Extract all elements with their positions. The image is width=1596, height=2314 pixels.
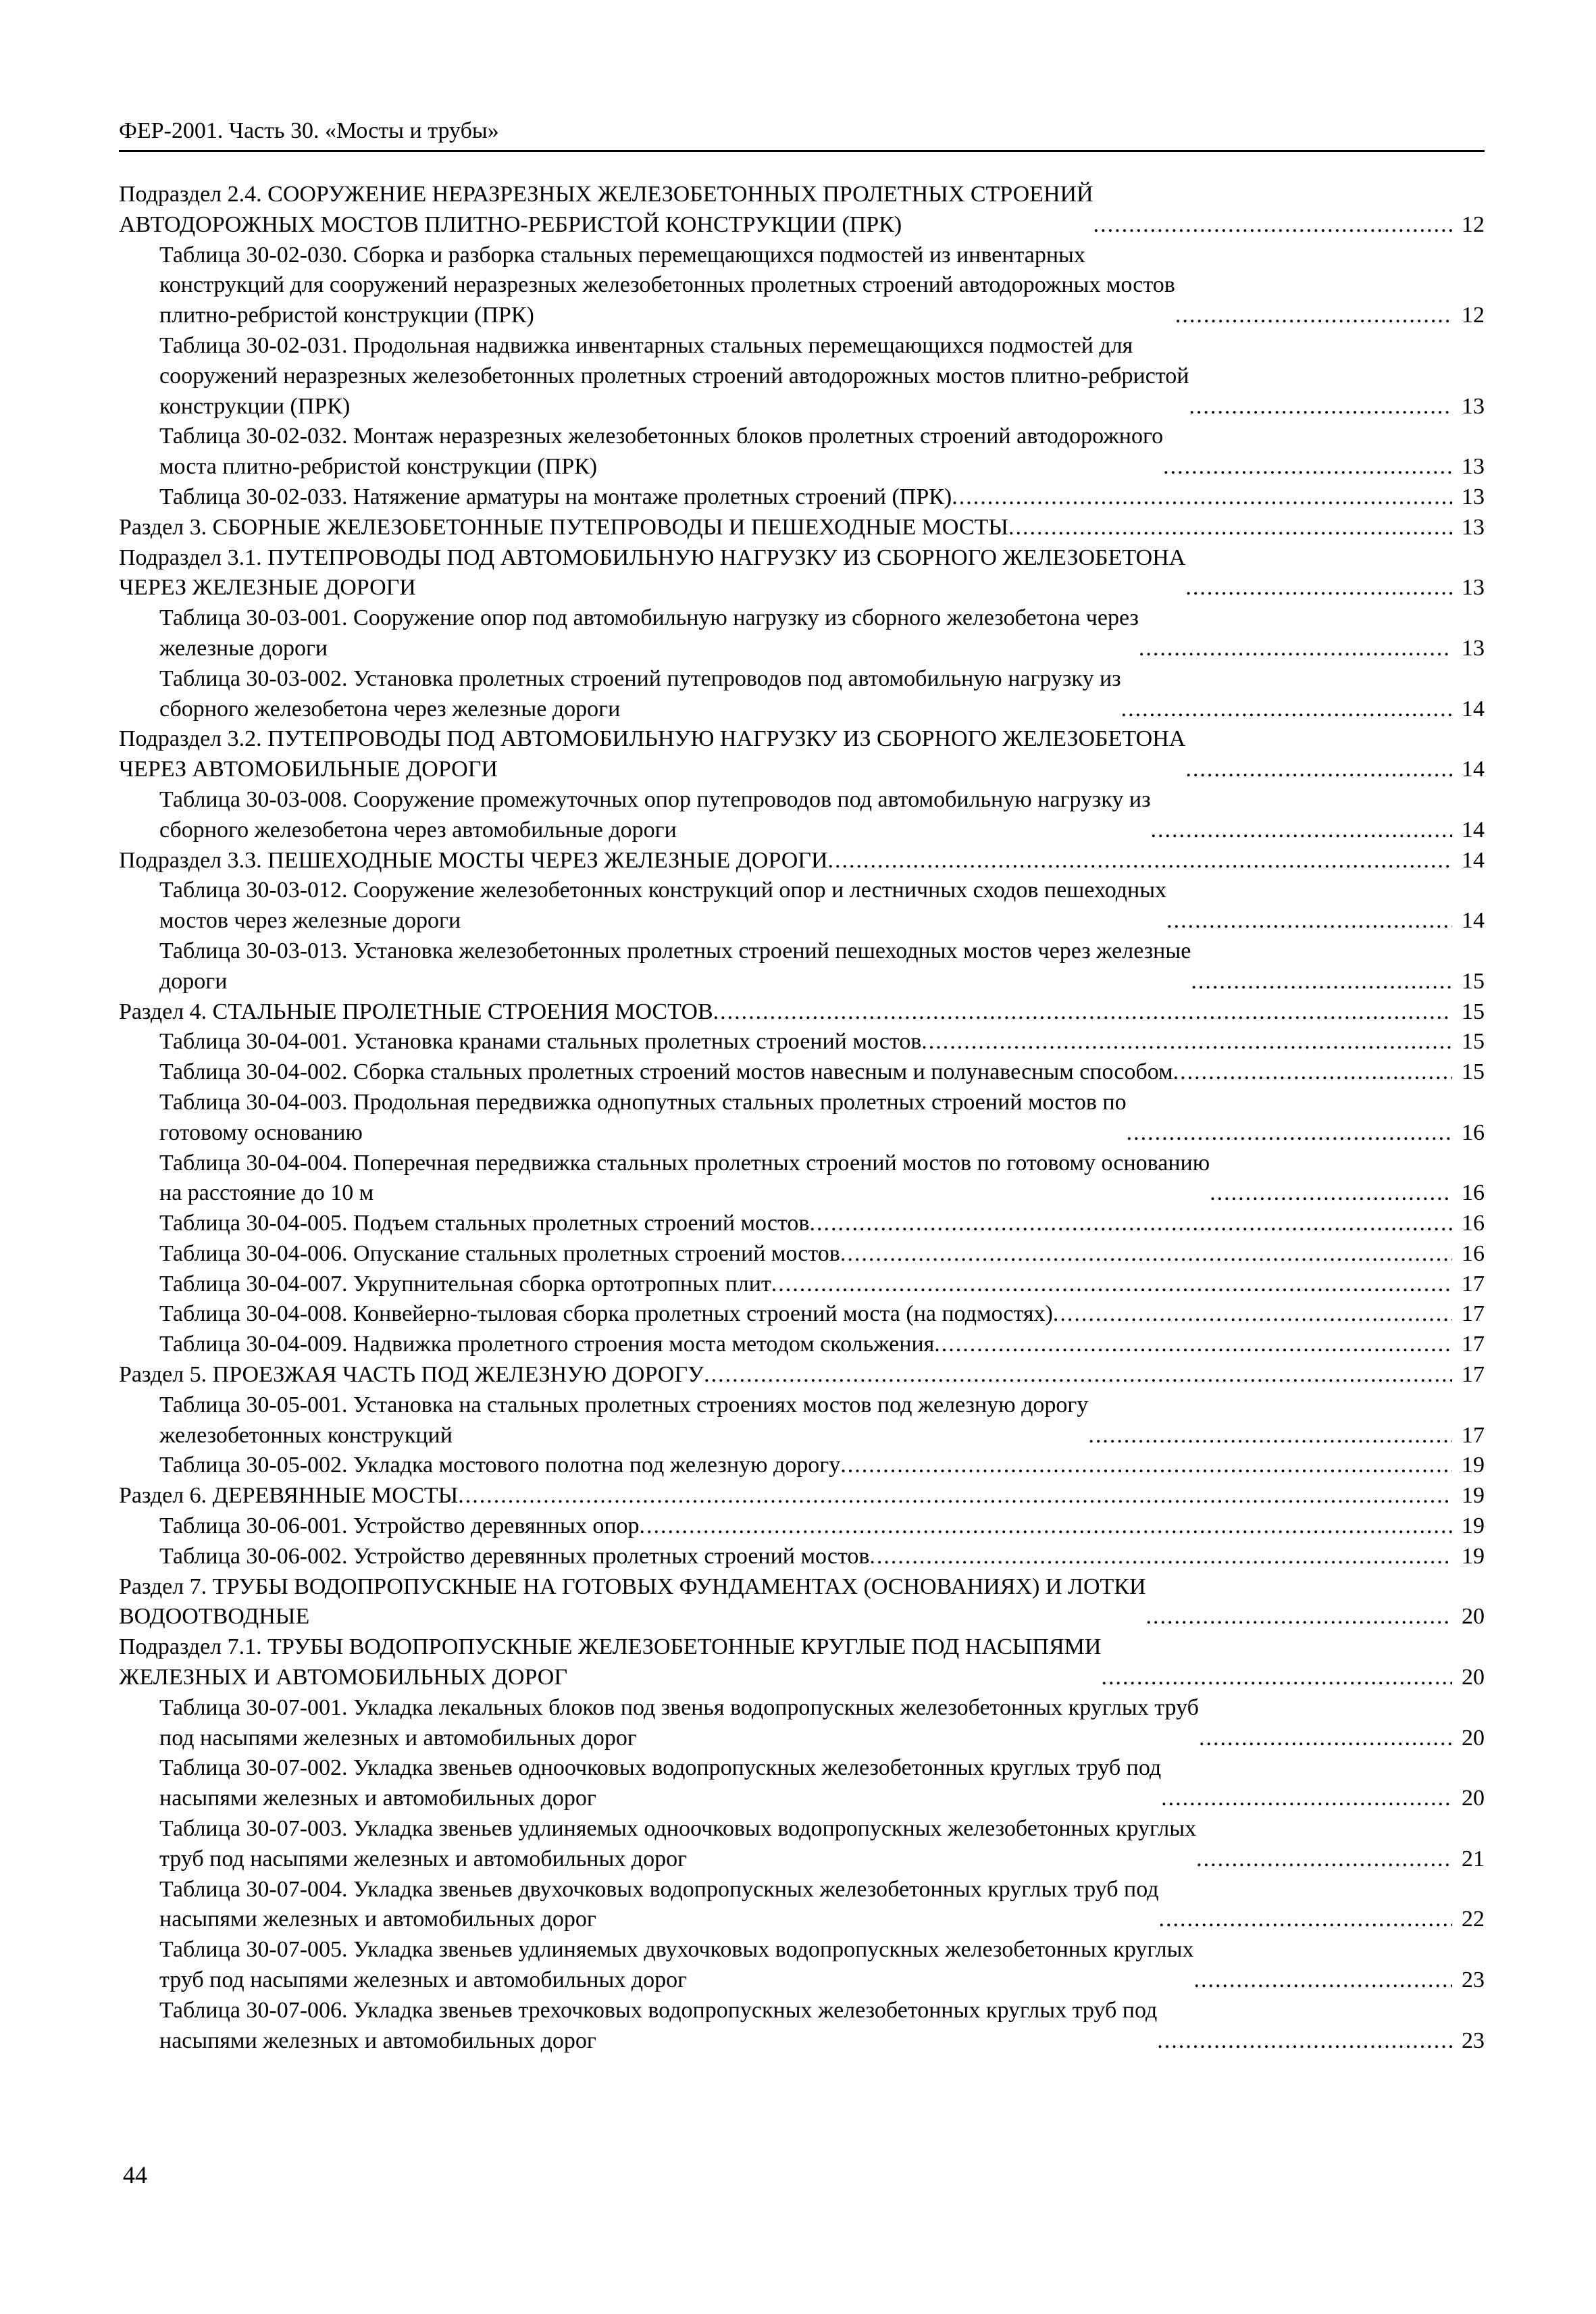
toc-entry-table[interactable] [119,936,1485,997]
toc-entry-title: Раздел 4. СТАЛЬНЫЕ ПРОЛЕТНЫЕ СТРОЕНИЯ МОСТОВ [119,999,713,1024]
toc-entry-title: Таблица 30-04-009. Надвижка пролетного строения моста методом скольжения [159,1332,935,1357]
toc-entry-page: 17 [1462,1422,1485,1448]
toc-entry-table[interactable] [119,1935,1485,1996]
toc-entry-title: Таблица 30-03-002. Установка пролетных строений путепроводов под автомобильную нагрузку из сборного железобетона через железные дороги [159,665,1121,722]
toc-entry-table[interactable] [119,664,1485,725]
toc-entry-title: Таблица 30-07-001. Укладка лекальных блоков под звенья водопропускных железобетонных круглых труб под насыпями железных и автомобильных дорог [159,1694,1199,1751]
dot-leader [934,1330,1452,1360]
toc-entry-page: 13 [1462,484,1485,509]
toc-entry-table[interactable] [119,331,1485,422]
toc-entry-title: Таблица 30-04-003. Продольная передвижка однопутных стальных пролетных строений мостов по готовому основанию [159,1089,1127,1145]
toc-entry-table[interactable] [119,1299,1485,1330]
toc-entry-page: 16 [1462,1180,1485,1206]
toc-entry-table[interactable] [119,1149,1485,1209]
toc-entry-title: Таблица 30-07-002. Укладка звеньев одноочковых водопропускных железобетонных круглых труб под насыпями железных и автомобильных дорог [159,1755,1162,1811]
toc-entry-title: Раздел 3. СБОРНЫЕ ЖЕЛЕЗОБЕТОННЫЕ ПУТЕПРОВОДЫ И ПЕШЕХОДНЫЕ МОСТЫ [119,514,1008,540]
toc-entry-section[interactable] [119,1360,1485,1390]
dot-leader [1199,1724,1452,1754]
toc-entry-title: Таблица 30-07-005. Укладка звеньев удлиняемых двухочковых водопропускных железобетонных круглых труб под насыпями железных и автомобильных дорог [159,1937,1194,1993]
toc-entry-title: Таблица 30-03-013. Установка железобетонных пролетных строений пешеходных мостов через железные дороги [159,938,1191,994]
dot-leader [640,1511,1452,1542]
toc-entry-title: Таблица 30-02-030. Сборка и разборка стальных перемещающихся подмостей из инвентарных конструкций для сооружений неразрезных железобетонных пролетных строений автодорожных мостов плитно-ребристой конструкции (ПРК) [159,242,1175,328]
toc-entry-table[interactable] [119,1693,1485,1754]
toc-entry-title: Таблица 30-06-002. Устройство деревянных пролетных строений мостов [159,1543,870,1569]
dot-leader [1161,1784,1452,1814]
toc-entry-table[interactable] [119,1088,1485,1149]
dot-leader [1193,1965,1452,1996]
toc-entry-table[interactable] [119,1875,1485,1936]
toc-entry-table[interactable] [119,1511,1485,1542]
dot-leader [952,482,1452,513]
toc-entry-page: 13 [1462,393,1485,419]
toc-entry-subsection[interactable] [119,1632,1485,1693]
toc-entry-title: Подраздел 3.3. ПЕШЕХОДНЫЕ МОСТЫ ЧЕРЕЗ ЖЕЛЕЗНЫЕ ДОРОГИ [119,847,828,873]
dot-leader [1127,1118,1452,1149]
toc-entry-title: Подраздел 7.1. ТРУБЫ ВОДОПРОПУСКНЫЕ ЖЕЛЕЗОБЕТОННЫЕ КРУГЛЫЕ ПОД НАСЫПЯМИ ЖЕЛЕЗНЫХ И АВТОМОБИЛЬНЫХ ДОРОГ [119,1634,1102,1690]
toc-entry-page: 17 [1462,1362,1485,1388]
toc-entry-page: 21 [1462,1846,1485,1871]
toc-entry-page: 12 [1462,211,1485,237]
dot-leader [1157,2026,1452,2057]
toc-entry-page: 14 [1462,757,1485,782]
toc-entry-title: Таблица 30-04-006. Опускание стальных пролетных строений мостов [159,1240,840,1266]
toc-entry-page: 13 [1462,454,1485,480]
toc-entry-table[interactable] [119,1996,1485,2057]
dot-leader [840,1239,1452,1269]
toc-entry-title: Таблица 30-05-002. Укладка мостового полотна под железную дорогу [159,1453,841,1478]
toc-entry-section[interactable] [119,1481,1485,1511]
toc-entry-subsection[interactable] [119,846,1485,876]
toc-entry-table[interactable] [119,1542,1485,1572]
toc-entry-table[interactable] [119,1451,1485,1481]
dot-leader [713,997,1452,1028]
toc-entry-page: 14 [1462,696,1485,722]
toc-entry-title: Таблица 30-03-008. Сооружение промежуточных опор путепроводов под автомобильную нагрузку из сборного железобетона через автомобильные дороги [159,786,1151,842]
toc-entry-table[interactable] [119,876,1485,936]
running-header [119,115,1485,152]
toc-entry-table[interactable] [119,1390,1485,1451]
table-of-contents [119,180,1485,2056]
toc-entry-title: Подраздел 3.1. ПУТЕПРОВОДЫ ПОД АВТОМОБИЛЬНУЮ НАГРУЗКУ ИЗ СБОРНОГО ЖЕЛЕЗОБЕТОНА ЧЕРЕЗ ЖЕЛЕЗНЫЕ ДОРОГИ [119,545,1186,601]
dot-leader [1088,1421,1452,1451]
dot-leader [1101,1663,1452,1693]
toc-entry-table[interactable] [119,1057,1485,1088]
toc-entry-subsection[interactable] [119,724,1485,785]
toc-entry-title: Таблица 30-04-004. Поперечная передвижка стальных пролетных строений мостов по готовому основанию на расстояние до 10 м [159,1150,1210,1206]
toc-entry-page: 23 [1462,2028,1485,2053]
dot-leader [1173,1057,1452,1088]
toc-entry-page: 20 [1462,1725,1485,1751]
dot-leader [921,1027,1452,1057]
toc-entry-page: 15 [1462,999,1485,1024]
toc-entry-table[interactable] [119,1239,1485,1269]
dot-leader [1159,1905,1452,1935]
toc-entry-page: 19 [1462,1543,1485,1569]
dot-leader [704,1360,1452,1390]
dot-leader [869,1542,1452,1572]
dot-leader [1151,815,1452,846]
dot-leader [458,1481,1452,1511]
toc-entry-table[interactable] [119,482,1485,513]
dot-leader [1166,906,1452,936]
dot-leader [840,1451,1452,1481]
toc-entry-page: 12 [1462,303,1485,328]
dot-leader [1185,755,1452,785]
toc-entry-table[interactable] [119,1753,1485,1814]
dot-leader [1139,634,1452,664]
toc-entry-title: Таблица 30-02-032. Монтаж неразрезных железобетонных блоков пролетных строений автодорожного моста плитно-ребристой конструкции (ПРК) [159,424,1164,480]
toc-entry-page: 14 [1462,908,1485,934]
toc-entry-page: 22 [1462,1907,1485,1932]
dot-leader [1093,210,1452,241]
toc-entry-page: 15 [1462,1059,1485,1085]
toc-entry-subsection[interactable] [119,180,1485,241]
dot-leader [1210,1178,1452,1209]
toc-entry-title: Таблица 30-07-004. Укладка звеньев двухочковых водопропускных железобетонных круглых труб под насыпями железных и автомобильных дорог [159,1876,1159,1932]
dot-leader [809,1209,1452,1239]
toc-entry-page: 23 [1462,1967,1485,1993]
toc-entry-page: 13 [1462,514,1485,540]
dot-leader [1053,1299,1452,1330]
toc-entry-title: Таблица 30-07-003. Укладка звеньев удлиняемых одноочковых водопропускных железобетонных круглых труб под насыпями железных и автомобильных дорог [159,1816,1197,1871]
toc-entry-section[interactable] [119,513,1485,543]
dot-leader [1191,967,1452,997]
dot-leader [1175,301,1452,331]
toc-entry-section[interactable] [119,1572,1485,1633]
toc-entry-page: 14 [1462,847,1485,873]
dot-leader [1185,573,1452,603]
toc-entry-table[interactable] [119,422,1485,482]
dot-leader [1146,1602,1452,1632]
toc-entry-table[interactable] [119,603,1485,664]
toc-entry-title: Таблица 30-04-008. Конвейерно-тыловая сборка пролетных строений моста (на подмостях) [159,1301,1053,1327]
toc-entry-page: 15 [1462,968,1485,994]
toc-entry-page: 19 [1462,1483,1485,1509]
toc-entry-table[interactable] [119,1814,1485,1875]
page-number: 44 [123,2161,147,2188]
toc-entry-title: Таблица 30-04-007. Укрупнительная сборка ортотропных плит [159,1271,771,1297]
toc-entry-table[interactable] [119,1330,1485,1360]
toc-entry-page: 14 [1462,817,1485,842]
toc-entry-page: 17 [1462,1271,1485,1297]
toc-entry-title: Таблица 30-03-012. Сооружение железобетонных конструкций опор и лестничных сходов пешеходных мостов через железные дороги [159,878,1167,934]
toc-entry-table[interactable] [119,241,1485,331]
toc-entry-page: 20 [1462,1665,1485,1690]
toc-entry-table[interactable] [119,1269,1485,1300]
dot-leader [828,846,1452,876]
toc-entry-page: 19 [1462,1513,1485,1539]
toc-entry-title: Подраздел 3.2. ПУТЕПРОВОДЫ ПОД АВТОМОБИЛЬНУЮ НАГРУЗКУ ИЗ СБОРНОГО ЖЕЛЕЗОБЕТОНА ЧЕРЕЗ АВТОМОБИЛЬНЫЕ ДОРОГИ [119,726,1186,782]
dot-leader [1189,392,1452,422]
toc-entry-title: Таблица 30-02-031. Продольная надвижка инвентарных стальных перемещающихся подмостей для сооружений неразрезных железобетонных пролетных строений автодорожных мостов плитно-ребристой конструкции (ПРК) [159,332,1189,419]
toc-entry-title: Таблица 30-04-002. Сборка стальных пролетных строений мостов навесным и полунавесным способом [159,1059,1173,1085]
toc-entry-page: 16 [1462,1120,1485,1145]
toc-entry-subsection[interactable] [119,543,1485,604]
toc-entry-title: Таблица 30-03-001. Сооружение опор под автомобильную нагрузку из сборного железобетона через железные дороги [159,605,1139,661]
toc-entry-title: Таблица 30-04-005. Подъем стальных пролетных строений мостов [159,1211,810,1236]
toc-entry-page: 19 [1462,1453,1485,1478]
dot-leader [1163,452,1452,482]
toc-entry-title: Таблица 30-04-001. Установка кранами стальных пролетных строений мостов [159,1029,922,1055]
toc-entry-title: Таблица 30-05-001. Установка на стальных пролетных строениях мостов под железную дорогу железобетонных конструкций [159,1392,1089,1448]
dot-leader [1196,1844,1452,1875]
toc-entry-table[interactable] [119,785,1485,846]
toc-entry-section[interactable] [119,997,1485,1028]
toc-entry-table[interactable] [119,1209,1485,1239]
toc-entry-page: 16 [1462,1211,1485,1236]
document-title: ФЕР-2001. Часть 30. «Мосты и трубы» [119,118,499,143]
toc-entry-page: 20 [1462,1604,1485,1630]
toc-entry-title: Таблица 30-06-001. Устройство деревянных опор [159,1513,640,1539]
toc-entry-page: 17 [1462,1301,1485,1327]
toc-entry-page: 17 [1462,1332,1485,1357]
toc-entry-page: 13 [1462,575,1485,601]
dot-leader [1008,513,1452,543]
toc-entry-page: 16 [1462,1240,1485,1266]
toc-entry-title: Таблица 30-07-006. Укладка звеньев трехочковых водопропускных железобетонных круглых труб под насыпями железных и автомобильных дорог [159,1997,1158,2053]
toc-entry-table[interactable] [119,1027,1485,1057]
toc-entry-title: Раздел 5. ПРОЕЗЖАЯ ЧАСТЬ ПОД ЖЕЛЕЗНУЮ ДОРОГУ [119,1362,704,1388]
dot-leader [771,1269,1452,1300]
dot-leader [1121,695,1452,725]
toc-entry-title: Раздел 7. ТРУБЫ ВОДОПРОПУСКНЫЕ НА ГОТОВЫХ ФУНДАМЕНТАХ (ОСНОВАНИЯХ) И ЛОТКИ ВОДООТВОДНЫЕ [119,1574,1146,1630]
toc-entry-title: Раздел 6. ДЕРЕВЯННЫЕ МОСТЫ [119,1483,459,1509]
toc-entry-title: Подраздел 2.4. СООРУЖЕНИЕ НЕРАЗРЕЗНЫХ ЖЕЛЕЗОБЕТОННЫХ ПРОЛЕТНЫХ СТРОЕНИЙ АВТОДОРОЖНЫХ МОСТОВ ПЛИТНО-РЕБРИСТОЙ КОНСТРУКЦИИ (ПРК) [119,182,1093,237]
toc-entry-page: 20 [1462,1786,1485,1811]
toc-entry-page: 13 [1462,635,1485,661]
toc-entry-page: 15 [1462,1029,1485,1055]
toc-entry-title: Таблица 30-02-033. Натяжение арматуры на монтаже пролетных строений (ПРК) [159,484,952,509]
